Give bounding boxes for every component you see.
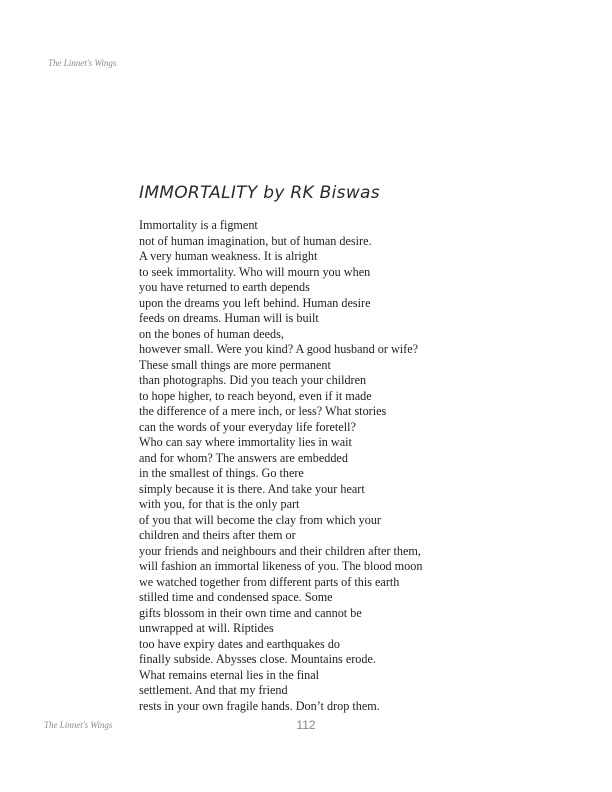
- poem-line: not of human imagination, but of human desire.: [139, 233, 372, 248]
- poem-line: feeds on dreams. Human will is built: [139, 311, 319, 325]
- poem-line: on the bones of human deeds,: [139, 326, 284, 341]
- poem-line: stilled time and condensed space. Some: [139, 590, 333, 604]
- poem-line: and for whom? The answers are embedded: [139, 450, 348, 465]
- footer-running-title: The Linnet's Wings: [44, 720, 113, 730]
- poem-line: with you, for that is the only part: [139, 497, 300, 511]
- poem-line: we watched together from different parts of this earth: [139, 574, 400, 589]
- poem-line: than photographs. Did you teach your children: [139, 373, 367, 387]
- poem-line: settlement. And that my friend: [139, 683, 288, 697]
- poem-body: [139, 218, 422, 714]
- header-running-title: The Linnet's Wings: [48, 58, 117, 68]
- poem-line: upon the dreams you left behind. Human desire: [139, 295, 371, 310]
- poem-title: IMMORTALITY by RK Biswas: [139, 183, 380, 203]
- poem-line: to hope higher, to reach beyond, even if it made: [139, 388, 372, 403]
- poem-line: A very human weakness. It is alright: [139, 249, 318, 263]
- poem-line: to seek immortality. Who will mourn you when: [139, 264, 371, 279]
- poem-line: in the smallest of things. Go there: [139, 466, 304, 480]
- poem-line: you have returned to earth depends: [139, 280, 310, 294]
- poem-line: Who can say where immortality lies in wait: [139, 435, 352, 449]
- poem-line: Immortality is a figment: [139, 218, 258, 232]
- poem-line: of you that will become the clay from which your: [139, 512, 381, 527]
- poem-line: will fashion an immortal likeness of you. The blood moon: [139, 559, 423, 573]
- poem-line: finally subside. Abysses close. Mountains erode.: [139, 652, 376, 666]
- poem-line: too have expiry dates and earthquakes do: [139, 636, 341, 651]
- poem-line: children and theirs after them or: [139, 528, 296, 542]
- poem-line: rests in your own fragile hands. Don’t drop them.: [139, 698, 380, 713]
- poem-line: gifts blossom in their own time and cannot be: [139, 605, 362, 620]
- poem-line: can the words of your everyday life foretell?: [139, 419, 356, 434]
- poem-line: simply because it is there. And take your heart: [139, 481, 365, 496]
- poem-line: What remains eternal lies in the final: [139, 667, 320, 682]
- page-number: 112: [296, 718, 316, 732]
- poem-line: however small. Were you kind? A good husband or wife?: [139, 342, 419, 356]
- poem-line: These small things are more permanent: [139, 357, 331, 372]
- poem-line: your friends and neighbours and their children after them,: [139, 543, 421, 558]
- poem-line: the difference of a mere inch, or less? What stories: [139, 404, 387, 418]
- poem-line: unwrapped at will. Riptides: [139, 621, 274, 635]
